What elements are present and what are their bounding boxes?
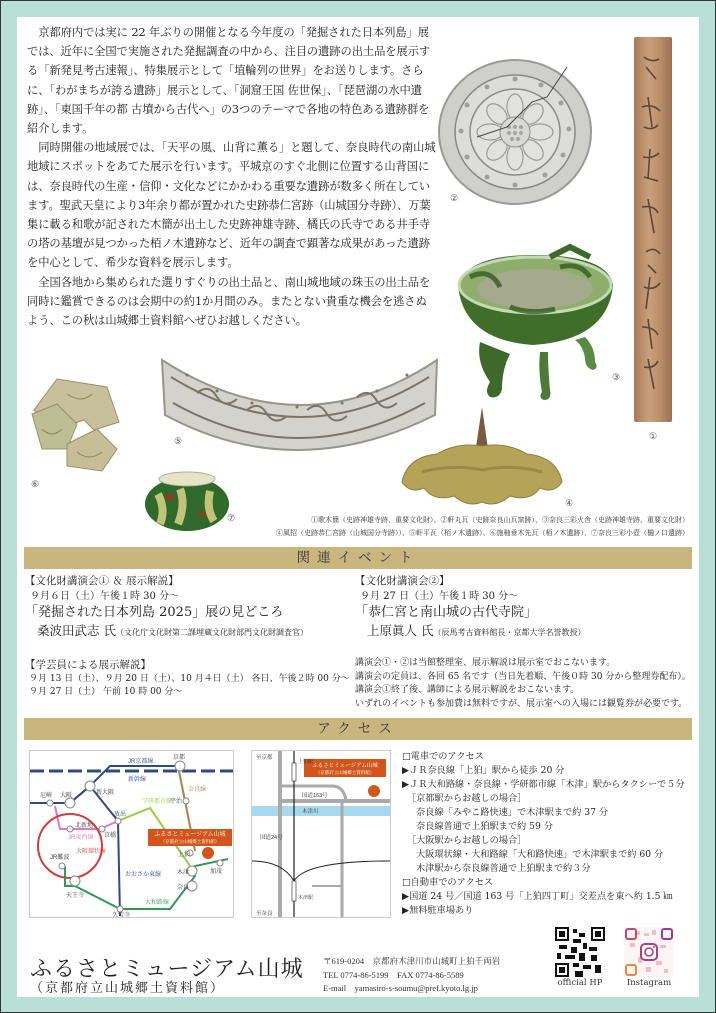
artifact-flat-roof-tile-image (157, 355, 442, 465)
lecture-2-title: 「恭仁宮と南山城の古代寺院」 (355, 605, 538, 620)
svg-text:北新地: 北新地 (75, 823, 94, 829)
contact-info (323, 955, 500, 996)
event-note-3: 講演会①終了後、講師による展示解説をおこないます。 (355, 685, 580, 695)
rail-line-label: JR京都線 (128, 759, 154, 765)
flyer-sheet (17, 17, 699, 997)
svg-text:上狛: 上狛 (178, 852, 191, 858)
event-note-4: いずれのイベントも参加費は無料ですが、展示室への入場には観覧券が必要です。 (355, 698, 688, 709)
lecture-1-speaker (25, 622, 350, 642)
svg-text:新幹線: 新幹線 (128, 777, 147, 783)
artifact-number-5: ⑤ (174, 437, 183, 447)
train-access-heading: □電車でのアクセス (402, 751, 484, 762)
svg-text:上狛駅: 上狛駅 (298, 759, 314, 765)
rail-map-museum-sub: （京都府立山城郷土資料館） (160, 839, 220, 844)
gallery-talk-line-1: ９月 13 日（土）、９月 20 日（土）、10 月４日（土） 各日、午後２時 00 分～ (29, 674, 350, 684)
svg-text:奈良線: 奈良線 (188, 787, 207, 793)
event-notes (355, 657, 691, 711)
lecture-2-speaker (355, 622, 695, 642)
artifact-sancai-censer-image (450, 227, 620, 407)
svg-text:宇治: 宇治 (170, 799, 183, 805)
lecture-2-heading: 【文化財講演会②】 (355, 575, 450, 587)
gallery-talk-heading: 【学芸員による展示解説】 (25, 659, 151, 671)
artifact-mokkan-image (634, 37, 672, 422)
svg-text:学研都市線: 学研都市線 (142, 799, 173, 805)
local-area-map (251, 750, 391, 918)
intro-paragraph-3: 全国各地から集められた選りすぐりの出土品と、南山城地域の珠玉の出土品を同時に鑑賞できるのは会期中の約1か月間のみ。またとない貴重な機会を逃さぬよう、この秋は山城郷土資料館へぜひお越しください。 (27, 275, 431, 328)
svg-text:木津: 木津 (177, 870, 190, 876)
artifact-number-3: ③ (612, 373, 621, 383)
lecture-2 (355, 574, 695, 642)
car-access-heading: □自動車でのアクセス (402, 877, 494, 888)
svg-text:至京都: 至京都 (256, 755, 273, 761)
instagram-qr-code[interactable] (624, 927, 674, 977)
local-map-museum-sub: （京都府立山城郷土資料館） (315, 770, 375, 775)
svg-text:木津駅: 木津駅 (298, 895, 314, 901)
svg-text:木津川: 木津川 (302, 809, 319, 815)
artifact-number-4: ④ (565, 499, 574, 509)
event-note-1: 講演会①・②は当館整理室、展示解説は展示室でおこないます。 (355, 658, 616, 668)
artifact-number-6: ⑥ (31, 480, 40, 490)
email-link[interactable]: E-mail yamasiro-s-soumu@pref.kyoto.lg.jp (323, 983, 478, 993)
lecture-1-title: 「発掘された日本列島 2025」展の見どころ (25, 605, 284, 620)
lecture-2-datetime: ９月 27 日（土）午後１時 30 分～ (360, 591, 519, 602)
official-hp-label: official HP (557, 978, 603, 988)
instagram-label: Instagram (626, 978, 672, 988)
events-section-header: 関連イベント (24, 547, 692, 569)
event-note-2: 講演会の定員は、各回 65 名です（当日先着順、午後０時 30 分から整理券配布）。 (355, 671, 691, 682)
lecture-2-speaker-name: 上原眞人 氏 (367, 623, 434, 638)
car-access-1: ▶国道 24 号／国道 163 号「上狛四丁町」交差点を東へ約 1.5 ㎞ (402, 891, 673, 902)
local-map-museum-label: ふるさとミュージアム山城 (312, 763, 378, 769)
svg-text:大阪: 大阪 (60, 793, 73, 799)
artifact-number-7: ⑦ (227, 514, 236, 524)
svg-text:おおさか東線: おおさか東線 (125, 872, 162, 878)
lecture-2-affiliation: （辰馬考古資料館長・京都大学名誉教授） (433, 628, 586, 637)
artifact-round-roof-tile-image (437, 57, 592, 207)
museum-name: ふるさとミュージアム山城 (30, 957, 304, 982)
artifact-small-jar-image (140, 469, 235, 534)
from-kyoto-1: 奈良線「みやこ路快速」で木津駅まで約 37 分 (416, 807, 609, 818)
svg-text:京橋: 京橋 (104, 833, 117, 839)
artifact-number-1: ① (649, 432, 658, 442)
museum-subtitle: （京都府立山城郷土資料館） (30, 981, 226, 996)
lecture-1-heading: 【文化財講演会① ＆ 展示解説】 (25, 575, 179, 587)
svg-text:大和路線: 大和路線 (145, 900, 170, 906)
artifact-number-2: ② (450, 194, 459, 204)
svg-text:国道24号: 国道24号 (260, 835, 283, 841)
rail-map-museum-label: ふるさとミュージアム山城 (154, 832, 226, 838)
official-hp-qr-code[interactable] (555, 927, 605, 977)
from-osaka-1: 大阪環状線・大和路線「大和路快速」で木津駅まで約 60 分 (416, 849, 664, 860)
svg-text:JR東西線: JR東西線 (68, 835, 94, 841)
access-section-header: アクセス (24, 718, 692, 740)
intro-paragraph-1: 京都府内では実に 22 年ぶりの開催となる今年度の「発掘された日本列島」展では、近年に全国で実施された発掘調査の中から、注目の遺跡の出土品を展示する「新発見考古速報」、特集展示として「埴輪列の世界」をお送りします。さらに、「わがまちが誇る遺跡」展示として、「洞窟王国 佐世保」、「琵琶湖の水中遺跡」、「東国千年の都 古墳から古代へ」の3つのテーマで各地の特色ある遺跡群を紹介します。 (27, 26, 431, 136)
car-access-2: ▶無料駐車場あり (402, 905, 474, 916)
tel-fax: TEL 0774-86-5199 FAX 0774-86-5589 (323, 969, 464, 980)
svg-text:加茂: 加茂 (210, 869, 223, 875)
from-kyoto-heading: ［京都駅からお越しの場合］ (407, 793, 527, 804)
access-directions (402, 750, 685, 918)
train-access-2: ▶ＪＲ大和路線・奈良線・学研都市線「木津」駅からタクシーで５分 (402, 779, 685, 790)
from-kyoto-2: 奈良線普通で上狛駅まで約 59 分 (416, 821, 553, 832)
artifact-caption (276, 514, 689, 540)
artifact-rafter-tile-image (27, 374, 122, 474)
svg-text:国道163号: 国道163号 (302, 793, 328, 799)
train-access-1: ▶ＪＲ奈良線「上狛」駅から徒歩 20 分 (402, 765, 565, 776)
svg-text:新大阪: 新大阪 (96, 790, 115, 796)
from-osaka-heading: ［大阪駅からお越しの場合］ (407, 835, 527, 846)
svg-text:放出: 放出 (114, 812, 127, 818)
lecture-1-datetime: ９月６日（土）午後１時 30 分～ (30, 591, 180, 602)
svg-text:JR難波: JR難波 (50, 855, 70, 861)
gallery-talk (25, 658, 355, 699)
address: 〒619-0204 京都府木津川市山城町上狛千両岩 (323, 956, 501, 966)
svg-text:至奈良: 至奈良 (256, 911, 273, 917)
svg-text:久宝寺: 久宝寺 (112, 913, 131, 917)
intro-text (27, 23, 437, 330)
svg-text:尼崎: 尼崎 (40, 793, 53, 799)
svg-text:天王寺: 天王寺 (66, 893, 85, 899)
from-osaka-2: 木津駅から奈良線普通で上狛駅まで約３分 (416, 863, 591, 874)
lecture-1 (25, 574, 350, 642)
intro-paragraph-2: 同時開催の地域展では、「天平の風、山背に薫る」と題して、奈良時代の南山城地域にスポットをあてた展示を行います。平城京のすぐ北側に位置する山背国には、奈良時代の生産・信仰・文化などにかかわる重要な遺跡が数多く所在しています。聖武天皇により3年余り都が置かれた史跡恭仁宮跡（山城国分寺跡）、万葉集に載る和歌が記された木簡が出土した史跡神雄寺跡、橘氏の氏寺である井手寺の塔の基壇が見つかった栢ノ木遺跡など、近年の調査で顕著な成果があった遺跡を中心として、希少な資料を展示します。 (27, 141, 436, 270)
artifact-caption-line-2: ④風招（史跡恭仁宮跡（山城国分寺跡））、⑤軒平瓦（栢ノ木遺跡）、⑥施釉垂木先瓦（栢ノ木遺跡）、⑦奈良三彩小壺（樋ノ口遺跡） (276, 529, 689, 537)
lecture-1-speaker-name: 桑波田武志 氏 (37, 623, 116, 638)
svg-text:京都: 京都 (173, 755, 186, 761)
svg-text:奈良: 奈良 (177, 885, 190, 891)
gallery-talk-line-2: ９月 27 日（土） 午前 10 時 00 分～ (29, 687, 183, 697)
lecture-1-affiliation: （文化庁文化財第二課埋蔵文化財部門文化財調査官） (115, 628, 308, 637)
artifact-caption-line-1: ①歌木簡（史跡神雄寺跡、重要文化財）、②軒丸瓦（史跡奈良山瓦窯跡）、③奈良三彩火舎（史跡神雄寺跡、重要文化財） (311, 516, 689, 524)
rail-route-map (29, 750, 234, 918)
svg-text:大阪環状線: 大阪環状線 (76, 849, 107, 855)
